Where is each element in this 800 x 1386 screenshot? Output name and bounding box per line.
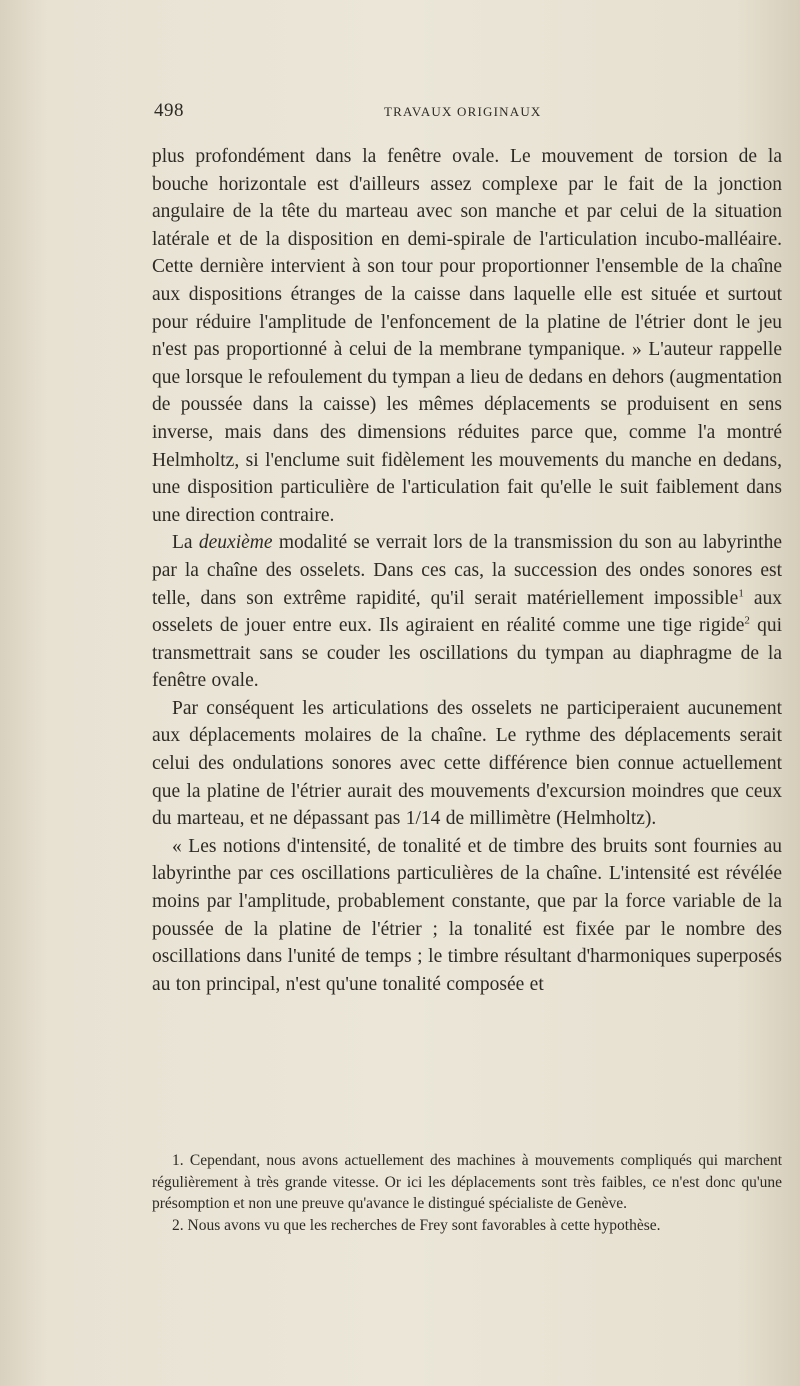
footnotes [152, 1150, 782, 1236]
page-number: 498 [154, 100, 184, 121]
paragraph-2-emphasis: deuxième [198, 532, 273, 554]
running-head: TRAVAUX ORIGINAUX [384, 104, 542, 119]
paragraph-3: Par conséquent les articulations des osselets ne participeraient aucunement aux déplacements molaires de la chaîne. Le rythme des déplacements serait celui des ondulations sonores avec cette différence bien connue actuellement que la platine de l'étrier aurait des mouvements d'excursion moindres que ceux du marteau, et ne dépassant pas 1/14 de millimètre (Helmholtz). [152, 697, 782, 830]
footnote-2: 2. Nous avons vu que les recherches de Frey sont favorables à cette hypothèse. [172, 1216, 661, 1234]
paragraph-2-prefix: La [172, 532, 199, 554]
paragraph-2-text-b: aux osselets de jouer entre eux. Ils agiraient en réalité comme une tige rigide [152, 587, 783, 637]
paragraph-2 [152, 529, 782, 695]
body-text [152, 143, 782, 998]
footnote-1: 1. Cependant, nous avons actuellement des machines à mouvements compliqués qui marchent régulièrement à très grande vitesse. Or ici les déplacements sont très faibles, ce n'est donc qu'une présomption et non une preuve qu'avance le distingué spécialiste de Genève. [152, 1152, 782, 1212]
paragraph-4: « Les notions d'intensité, de tonalité et de timbre des bruits sont fournies au labyrinthe par ces oscillations particulières de la chaîne. L'intensité est révélée moins par l'amplitude, probablement constante, que par la force variable de la poussée de la platine de l'étrier ; la tonalité est fixée par le nombre des oscillations dans l'unité de temps ; le timbre résultant d'harmoniques superposés au ton principal, n'est qu'une tonalité composée et [152, 835, 782, 995]
paragraph-1: plus profondément dans la fenêtre ovale. Le mouvement de torsion de la bouche horizontale est d'ailleurs assez complexe par le fait de la jonction angulaire de la tête du marteau avec son manche et par celui de la situation latérale et de la disposition en demi-spirale de l'articulation incubo-malléaire. Cette dernière intervient à son tour pour proportionner l'ensemble de la chaîne aux dispositions étranges de la caisse dans laquelle elle est située et surtout pour réduire l'amplitude de l'enfoncement de la platine de l'étrier dont le jeu n'est pas proportionné à celui de la membrane tympanique. » L'auteur rappelle que lorsque le refoulement du tympan a lieu de dedans en dehors (augmentation de poussée dans la caisse) les mêmes déplacements se produisent en sens inverse, mais dans des dimensions réduites parce que, comme l'a montré Helmholtz, si l'enclume suit fidèlement les mouvements du manche en dedans, une disposition particulière de l'articulation fait qu'elle le suit faiblement dans une direction contraire. [152, 146, 782, 526]
paragraph-2-text-c: qui transmettrait sans se couder les oscillations du tympan au diaphragme de la fenêtre ovale. [152, 615, 782, 692]
paragraph-2-text-a: modalité se verrait lors de la transmission du son au labyrinthe par la chaîne des osselets. Dans ces cas, la succession des ondes sonores est telle, dans son extrême rapidité, qu'il serait matériellement impossible [152, 532, 782, 609]
page-header [154, 100, 774, 126]
footnote-ref-1: 1 [738, 587, 744, 599]
footnote-ref-2: 2 [744, 614, 750, 627]
